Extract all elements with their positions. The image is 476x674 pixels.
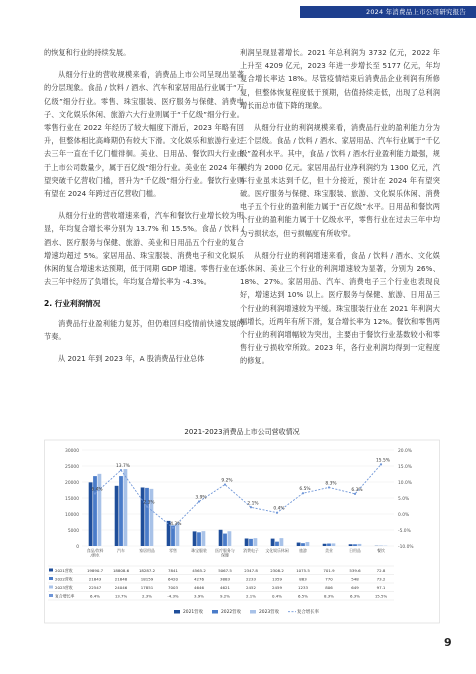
bar	[119, 476, 123, 546]
y-tick-label: 30000	[65, 449, 79, 454]
rate-label: 15.5%	[376, 458, 390, 464]
paragraph: 消费品行业盈利能力复苏，但仍难回归疫情前快速发展的节奏。	[44, 318, 244, 341]
bar	[228, 531, 232, 546]
bar	[202, 531, 206, 546]
table-cell: 4276	[194, 576, 204, 582]
table-cell: 7841	[168, 567, 178, 573]
table-cell: 17851	[140, 584, 154, 590]
bar	[349, 544, 353, 546]
table-cell: 4565.2	[192, 567, 206, 573]
table-cell: 6.5%	[298, 593, 308, 599]
y-tick-label: 0	[76, 545, 79, 550]
paragraph: 的恢复和行业的持续发展。	[44, 48, 131, 57]
rate-point	[276, 512, 278, 514]
table-cell: 3.9%	[194, 593, 204, 599]
table-cell: 2452	[246, 584, 256, 590]
rate-point	[94, 492, 96, 494]
table-cell: 24046	[114, 584, 128, 590]
legend-label: 2023营收	[259, 610, 279, 615]
table-cell: 2347.8	[244, 567, 258, 573]
rate-label: 6.3%	[351, 487, 363, 493]
table-cell: 548	[351, 576, 359, 582]
rate-label: 6.4%	[91, 487, 103, 493]
legend-swatch	[174, 610, 180, 614]
table-swatch	[49, 577, 53, 580]
rate-point	[302, 492, 304, 494]
table-cell: 4646	[194, 584, 204, 590]
table-cell: 21843	[88, 576, 102, 582]
table-row-label: 2021营收	[55, 567, 73, 573]
bar	[115, 486, 119, 546]
table-cell: 6420	[168, 576, 178, 582]
rate-label: 8.3%	[325, 481, 337, 487]
table-cell: 0.4%	[272, 593, 282, 599]
paragraph: 从细分行业的利润增速来看，食品 / 饮料 / 酒水、文化娱乐休闲、美业三个行业的利润增速较为显著，分别为 26%、18%、27%。家居用品、汽车、消费电子三个行业也表现良好，增速达到 10% 以上。医疗服务与保健、旅游、日用品三个行业的利润增速较为平缓。珠宝服装行业在 2021 年利润大幅增长，近两年有所下滑，复合增长率为 12%。餐饮和零售两个行业的利润增幅较为突出，主要由于餐饮行业基数较小和零售行业亏损收窄所致。2023 年，各行业利润均得到一定程度的修复。	[240, 250, 440, 366]
table-cell: 2.1%	[246, 593, 256, 599]
table-cell: 1075.5	[296, 567, 310, 573]
bar	[219, 530, 223, 546]
table-cell: 9.2%	[220, 593, 230, 599]
table-cell: 21848	[114, 576, 128, 582]
right-column	[240, 46, 440, 377]
table-cell: 8.3%	[324, 593, 334, 599]
y2-tick-label: -10.0%	[398, 545, 414, 550]
paragraph: 从细分行业的利润规模来看，消费品行业的盈利能力分为三个层级。食品 / 饮料 / 酒水、家居用品、汽车行业属于“千亿级”盈利水平。其中，食品 / 饮料 / 酒水行业盈利能力最强，规模约为 2000 亿元。家居用品行业净利润约为 1300 亿元，汽车行业虽未达到千亿，但十分接近，预计在 2024 年有望突破。医疗服务与保健、珠宝服装、旅游、文化娱乐休闲、消费电子五个行业的盈利能力属于“百亿级”水平。日用品和餐饮两个行业的盈利能力属于十亿级水平，零售行业在过去三年中均为亏损状态，但亏损幅度有所收窄。	[240, 123, 440, 238]
bar	[223, 534, 227, 546]
table-cell: 5067.5	[218, 567, 232, 573]
rate-label: 2.1%	[247, 501, 259, 507]
legend-label: 2022营收	[221, 610, 241, 615]
table-swatch	[49, 594, 53, 597]
paragraph: 从细分行业的营收增速来看，汽车和餐饮行业增长较为明显，年均复合增长率分别为 13.7% 和 15.5%。食品 / 饮料 / 酒水、医疗服务与保健、旅游、美业和日用品五个行业的复合增速均超过 5%。家居用品、珠宝服装、消费电子和文化娱乐休闲的复合增速未达预期，低于同期 GDP 增速。零售行业在过去三年中经历了负增长，年均复合增长率为 -4.3%。	[44, 211, 244, 287]
x-tick-label: 消费电子	[243, 548, 259, 553]
bar	[271, 539, 275, 546]
bar	[176, 524, 180, 546]
table-cell: 18808.6	[112, 567, 130, 573]
bar	[280, 538, 284, 546]
paragraph: 从 2021 年到 2023 年，A 股消费品行业总体	[58, 354, 205, 364]
y2-tick-label: 0.0%	[398, 513, 410, 518]
x-tick-label: 零售	[169, 548, 177, 553]
table-cell: 72.8	[376, 567, 386, 573]
table-cell: 19890.7	[86, 567, 104, 573]
x-tick-label: 餐饮	[377, 548, 385, 553]
rate-point	[328, 486, 330, 488]
revenue-chart	[44, 424, 440, 624]
table-cell: 18287.2	[138, 567, 156, 573]
bar	[145, 488, 149, 546]
revenue-chart-svg	[44, 424, 440, 624]
table-cell: 22547	[88, 584, 102, 590]
bar	[124, 469, 128, 546]
rate-point	[354, 493, 356, 495]
bar	[306, 542, 310, 546]
legend-swatch	[250, 610, 256, 614]
table-row-label: 2022营收	[55, 576, 73, 582]
table-cell: 97.1	[376, 584, 386, 590]
y-tick-label: 25000	[65, 465, 79, 470]
legend-label: 复合增长率	[297, 610, 319, 615]
paragraph: 利润呈现显著增长。2021 年总利润为 3732 亿元，2022 年上升至 4209 亿元，2023 年进一步增长至 5177 亿元，年均复合增长率达 18%。尽管疫情结束后消费品企业利润有所修复，但整体恢复程度低于预期，估值持续走低，出现了总利润增长而总市值下降的现象。	[240, 48, 440, 110]
x-tick-label: 旅游	[299, 548, 307, 553]
bar	[197, 532, 201, 546]
rate-label: 0.4%	[273, 506, 285, 512]
table-cell: 7003	[168, 584, 178, 590]
bar	[193, 531, 197, 546]
table-cell: 73.2	[376, 576, 386, 582]
header-band	[300, 6, 476, 18]
x-tick-label: 家居用品	[139, 548, 155, 553]
page-number: 9	[444, 636, 452, 649]
rate-point	[146, 506, 148, 508]
bar	[353, 544, 357, 546]
y-tick-label: 5000	[67, 529, 79, 534]
table-row-label: 2023营收	[55, 584, 73, 590]
table-cell: 2.3%	[142, 593, 152, 599]
rate-point	[224, 483, 226, 485]
y2-tick-label: 15.0%	[398, 465, 412, 470]
bar	[275, 542, 279, 546]
header-title: 2024 年消费品上市公司研究报告	[365, 8, 466, 16]
bar	[150, 489, 154, 546]
y-tick-label: 20000	[65, 481, 79, 486]
table-cell: 883	[299, 576, 307, 582]
rate-point	[380, 463, 382, 465]
rate-point	[120, 469, 122, 471]
left-column	[44, 46, 244, 374]
table-cell: 2233	[246, 576, 256, 582]
bar	[245, 538, 249, 546]
bar	[249, 539, 253, 546]
rate-label: 2.3%	[143, 500, 155, 506]
table-cell: 770	[325, 576, 333, 582]
table-cell: 13.7%	[114, 593, 128, 599]
bar	[301, 543, 305, 546]
x-tick-label: 医疗服务与保健	[215, 548, 235, 558]
table-swatch	[49, 586, 53, 589]
table-cell: -4.3%	[167, 593, 179, 599]
table-cell: 3883	[220, 576, 230, 582]
y-tick-label: 10000	[65, 513, 79, 518]
table-cell: 649	[351, 584, 359, 590]
rate-label: 9.2%	[221, 478, 233, 484]
y-tick-label: 15000	[65, 497, 79, 502]
y2-tick-label: 10.0%	[398, 481, 412, 486]
x-tick-label: 日用品	[349, 548, 361, 553]
bar	[323, 544, 327, 546]
rate-label: 6.5%	[299, 487, 311, 493]
legend-label: 2021营收	[183, 610, 203, 615]
rate-label: -4.3%	[168, 521, 182, 527]
x-tick-label: 食品/饮料/酒水	[86, 548, 104, 558]
x-tick-label: 珠宝服装	[191, 548, 207, 553]
table-cell: 6.4%	[90, 593, 100, 599]
table-cell: 1233	[298, 584, 308, 590]
table-cell: 806	[325, 584, 333, 590]
bar	[332, 543, 336, 546]
rate-label: 13.7%	[116, 464, 130, 470]
table-cell: 6.3%	[350, 593, 360, 599]
table-swatch	[49, 569, 53, 572]
rate-point	[172, 527, 174, 529]
x-tick-label: 文化娱乐休闲	[265, 548, 289, 553]
table-cell: 539.6	[349, 567, 361, 573]
table-cell: 2459	[272, 584, 282, 590]
bar	[254, 538, 258, 546]
table-cell: 1359	[272, 576, 282, 582]
rate-point	[250, 506, 252, 508]
bar	[98, 474, 102, 546]
chart-title: 2021-2023消费品上市公司营收情况	[184, 428, 300, 436]
table-cell: 2308.2	[270, 567, 284, 573]
table-cell: 15.5%	[374, 593, 388, 599]
rate-label: 3.9%	[195, 495, 207, 501]
x-tick-label: 美业	[325, 548, 333, 553]
y2-tick-label: -5.0%	[398, 529, 411, 534]
section-heading: 2. 行业利润情况	[44, 299, 101, 309]
bar	[358, 544, 362, 546]
bar	[141, 487, 145, 546]
rate-point	[198, 500, 200, 502]
paragraph: 从细分行业的营收规模来看，消费品上市公司呈现出显著的分层现象。食品 / 饮料 / 酒水、汽车和家居用品行业属于“万亿级”细分行业。零售、珠宝服装、医疗服务与保健、消费电子、文化娱乐休闲、旅游六大行业则属于“千亿级”细分行业。零售行业在 2022 年经历了较大幅度下滑后，2023 年略有回升，但整体相比高峰期仍有较大下滑。文化娱乐和旅游行业过去三年一直在千亿门槛徘徊。美业、日用品、餐饮四大行业由于上市公司数量少，属于百亿级”细分行业。美业在 2024 年有望突破千亿营收门槛，晋升为“千亿级”细分行业。餐饮行业则有望在 2024 年跨过百亿营收门槛。	[44, 70, 244, 199]
table-cell: 18159	[140, 576, 154, 582]
bar	[297, 543, 301, 546]
x-tick-label: 汽车	[117, 548, 125, 553]
table-cell: 701.9	[323, 567, 335, 573]
y2-tick-label: 5.0%	[398, 497, 410, 502]
rate-line	[95, 464, 381, 527]
table-cell: 4621	[220, 584, 230, 590]
bar	[327, 544, 331, 546]
y2-tick-label: 20.0%	[398, 449, 412, 454]
table-row-label: 复合增长率	[55, 593, 75, 599]
legend-swatch	[212, 610, 218, 614]
